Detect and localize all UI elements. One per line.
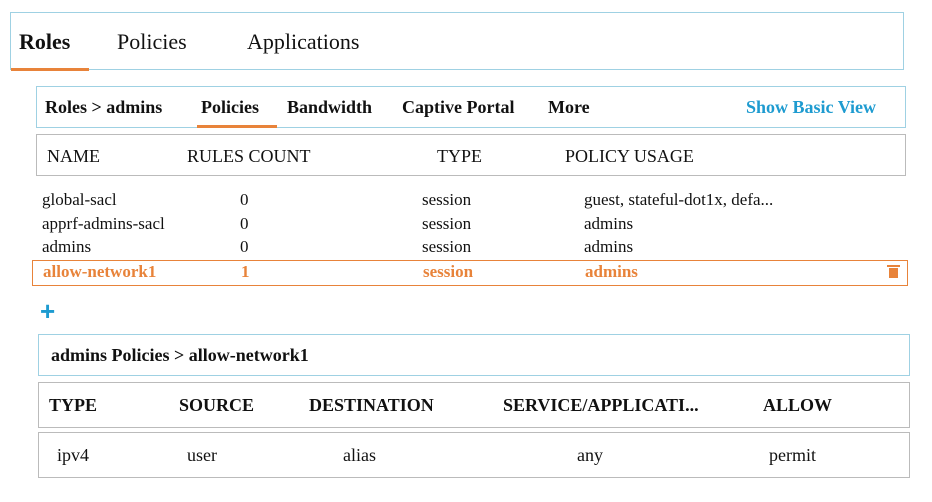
cell-service: any <box>577 445 603 465</box>
cell-type: session <box>423 262 474 281</box>
cell-rules-count: 0 <box>240 214 249 233</box>
col-type[interactable]: TYPE <box>437 146 482 166</box>
cell-source: user <box>187 445 217 465</box>
col-allow[interactable]: ALLOW <box>763 395 833 415</box>
cell-name: allow-network1 <box>43 262 157 281</box>
role-subnav <box>36 86 906 128</box>
table-row-selected[interactable] <box>32 260 908 286</box>
cell-type: ipv4 <box>57 445 90 465</box>
tab-applications[interactable]: Applications <box>247 29 360 54</box>
rules-table-header <box>38 382 910 428</box>
show-basic-view-link[interactable]: Show Basic View <box>746 97 877 117</box>
table-row[interactable] <box>36 214 906 238</box>
cell-name: apprf-admins-sacl <box>42 214 165 233</box>
detail-breadcrumb: admins Policies > allow-network1 <box>51 345 309 365</box>
cell-policy-usage: admins <box>584 237 634 256</box>
subtab-more[interactable]: More <box>548 97 590 117</box>
table-row[interactable] <box>36 237 906 261</box>
subtab-policies[interactable]: Policies <box>201 97 259 117</box>
trash-icon[interactable] <box>888 265 899 278</box>
active-subtab-indicator <box>197 125 277 128</box>
col-destination[interactable]: DESTINATION <box>309 395 434 415</box>
rule-row[interactable] <box>38 432 910 478</box>
subtab-bandwidth[interactable]: Bandwidth <box>287 97 373 117</box>
cell-rules-count: 1 <box>241 262 250 281</box>
policy-detail-header <box>38 334 910 376</box>
cell-policy-usage: guest, stateful-dot1x, defa... <box>584 190 774 209</box>
cell-policy-usage: admins <box>584 214 634 233</box>
tab-roles[interactable]: Roles <box>19 29 71 54</box>
col-rules-count[interactable]: RULES COUNT <box>187 146 311 166</box>
col-service[interactable]: SERVICE/APPLICATI... <box>503 395 699 415</box>
table-row[interactable] <box>36 190 906 214</box>
cell-allow: permit <box>769 445 816 465</box>
cell-type: session <box>422 237 472 256</box>
add-policy-button[interactable]: + <box>40 296 56 326</box>
cell-type: session <box>422 190 472 209</box>
top-tab-bar <box>10 12 904 70</box>
col-policy-usage[interactable]: POLICY USAGE <box>565 146 694 166</box>
subtab-captive-portal[interactable]: Captive Portal <box>402 97 515 117</box>
col-type[interactable]: TYPE <box>49 395 98 415</box>
cell-name: global-sacl <box>42 190 117 209</box>
cell-name: admins <box>42 237 92 256</box>
cell-rules-count: 0 <box>240 237 249 256</box>
col-name[interactable]: NAME <box>47 146 100 166</box>
cell-policy-usage: admins <box>585 262 638 281</box>
cell-rules-count: 0 <box>240 190 249 209</box>
cell-type: session <box>422 214 472 233</box>
active-tab-indicator <box>11 68 89 71</box>
cell-destination: alias <box>343 445 376 465</box>
col-source[interactable]: SOURCE <box>179 395 255 415</box>
breadcrumb[interactable]: Roles > admins <box>45 97 163 117</box>
tab-policies[interactable]: Policies <box>117 29 187 54</box>
policies-table-header <box>36 134 906 176</box>
